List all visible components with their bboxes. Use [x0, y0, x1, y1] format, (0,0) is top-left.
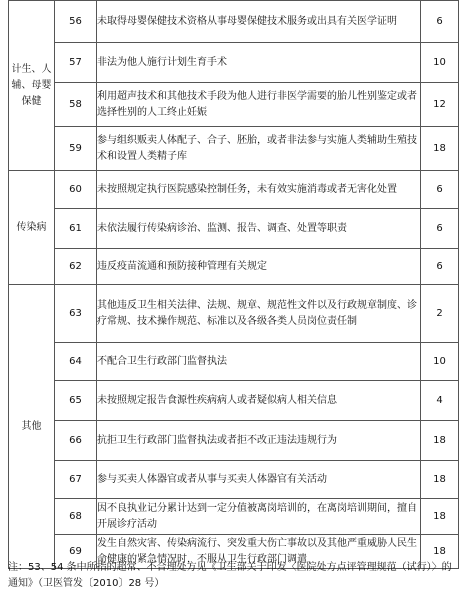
category-cell: 传染病 [9, 171, 55, 285]
description-cell: 未取得母婴保健技术资格从事母婴保健技术服务或出具有关医学证明 [97, 1, 421, 43]
description-cell: 其他违反卫生相关法律、法规、规章、规范性文件以及行政规章制度、诊疗常规、技术操作规范、标准以及各级各类人员岗位责任制 [97, 285, 421, 343]
table-row [9, 285, 459, 343]
row-number-cell: 65 [55, 381, 97, 421]
row-number-cell: 58 [55, 83, 97, 127]
score-cell: 6 [421, 1, 459, 43]
table-body [9, 1, 459, 569]
score-cell: 18 [421, 127, 459, 171]
description-cell: 发生自然灾害、传染病流行、突发重大伤亡事故以及其他严重威胁人民生命健康的紧急情况时，不服从卫生行政部门调遣 [97, 535, 421, 569]
row-number-cell: 57 [55, 43, 97, 83]
score-cell: 18 [421, 535, 459, 569]
score-cell: 10 [421, 43, 459, 83]
score-cell: 18 [421, 499, 459, 535]
description-cell: 未依法履行传染病诊治、监测、报告、调查、处置等职责 [97, 209, 421, 249]
table-row [9, 127, 459, 171]
table-row [9, 343, 459, 381]
description-cell: 违反疫苗流通和预防接种管理有关规定 [97, 249, 421, 285]
score-cell: 18 [421, 461, 459, 499]
table-row [9, 461, 459, 499]
table-row [9, 1, 459, 43]
row-number-cell: 62 [55, 249, 97, 285]
description-cell: 因不良执业记分累计达到一定分值被离岗培训的，在离岗培训期间，擅自开展诊疗活动 [97, 499, 421, 535]
score-cell: 6 [421, 249, 459, 285]
row-number-cell: 63 [55, 285, 97, 343]
row-number-cell: 56 [55, 1, 97, 43]
row-number-cell: 66 [55, 421, 97, 461]
category-cell: 其他 [9, 285, 55, 569]
description-cell: 未按照规定执行医院感染控制任务，未有效实施消毒或者无害化处置 [97, 171, 421, 209]
violation-score-table [8, 0, 459, 569]
description-cell: 不配合卫生行政部门监督执法 [97, 343, 421, 381]
row-number-cell: 59 [55, 127, 97, 171]
score-cell: 6 [421, 209, 459, 249]
table-row [9, 209, 459, 249]
description-cell: 抗拒卫生行政部门监督执法或者拒不改正违法违规行为 [97, 421, 421, 461]
score-table-container [8, 0, 458, 569]
table-row [9, 499, 459, 535]
score-cell: 6 [421, 171, 459, 209]
category-cell: 计生、人辅、母婴保健 [9, 1, 55, 171]
description-cell: 非法为他人施行计划生育手术 [97, 43, 421, 83]
score-cell: 10 [421, 343, 459, 381]
score-cell: 4 [421, 381, 459, 421]
description-cell: 利用超声技术和其他技术手段为他人进行非医学需要的胎儿性别鉴定或者选择性别的人工终止妊娠 [97, 83, 421, 127]
table-row [9, 43, 459, 83]
row-number-cell: 67 [55, 461, 97, 499]
row-number-cell: 60 [55, 171, 97, 209]
row-number-cell: 68 [55, 499, 97, 535]
row-number-cell: 61 [55, 209, 97, 249]
table-row [9, 171, 459, 209]
score-cell: 18 [421, 421, 459, 461]
table-row [9, 83, 459, 127]
table-row [9, 421, 459, 461]
table-row [9, 381, 459, 421]
description-cell: 未按照规定报告食源性疾病病人或者疑似病人相关信息 [97, 381, 421, 421]
description-cell: 参与组织贩卖人体配子、合子、胚胎，或者非法参与实施人类辅助生殖技术和设置人类精子库 [97, 127, 421, 171]
footnote: 注：53、54 条中所指的超常、不合理处方见《卫生部关于印发〈医院处方点评管理规范（试行）〉的通知》（卫医管发〔2010〕28 号） [8, 562, 452, 589]
row-number-cell: 69 [55, 535, 97, 569]
row-number-cell: 64 [55, 343, 97, 381]
score-cell: 2 [421, 285, 459, 343]
score-cell: 12 [421, 83, 459, 127]
table-row [9, 249, 459, 285]
description-cell: 参与买卖人体器官或者从事与买卖人体器官有关活动 [97, 461, 421, 499]
